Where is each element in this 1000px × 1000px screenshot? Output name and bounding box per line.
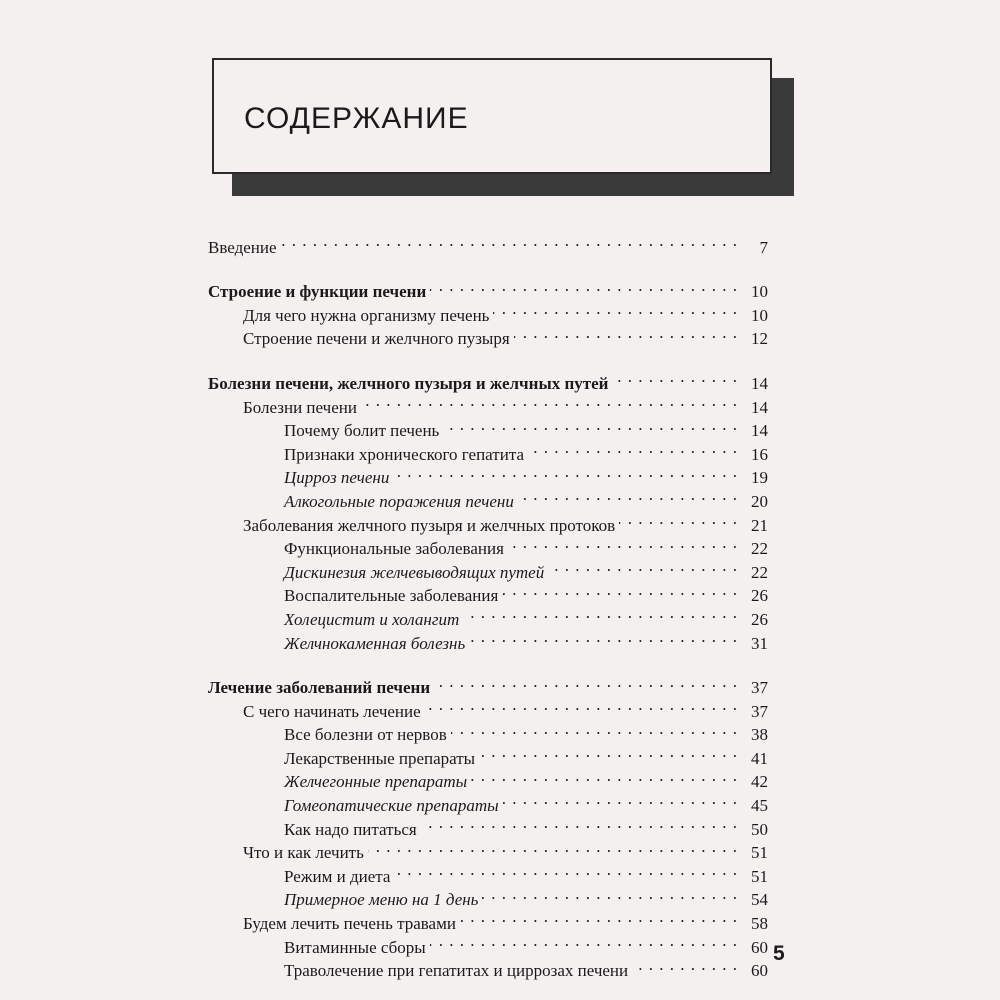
toc-entry-page: 45 xyxy=(751,796,768,816)
toc-entry-title: Воспалительные заболевания xyxy=(284,586,499,606)
toc-entry-title: Введение xyxy=(208,237,277,257)
toc-entry-title: Желчегонные препараты xyxy=(284,772,468,792)
toc-entry-title: Что и как лечить xyxy=(243,843,364,863)
dot-leader xyxy=(508,531,738,555)
toc-entry-page: 31 xyxy=(751,633,768,653)
dot-leader xyxy=(460,905,738,929)
dot-leader xyxy=(469,625,738,649)
toc-entry-page: 19 xyxy=(751,468,768,488)
toc-entry-page: 50 xyxy=(751,819,768,839)
toc-entry-page: 10 xyxy=(751,305,768,325)
toc-entry-page: 54 xyxy=(751,890,768,910)
toc-entry-title: Признаки хронического гепатита xyxy=(284,444,525,464)
dot-leader xyxy=(430,274,738,298)
toc-entry-page: 22 xyxy=(751,539,768,559)
toc-entry-title: Алкогольные поражения печени xyxy=(284,491,514,511)
toc-entry-title: Строение и функции печени xyxy=(208,282,427,302)
toc-entry-title: Холецистит и холангит xyxy=(284,609,460,629)
toc-entry-page: 51 xyxy=(751,843,768,863)
toc-entry-title: Гомеопатические препараты xyxy=(284,796,499,816)
dot-leader xyxy=(463,601,738,625)
toc-entry-title: Примерное меню на 1 день xyxy=(284,890,479,910)
toc-entry-page: 7 xyxy=(759,237,768,257)
toc-entry-page: 41 xyxy=(751,748,768,768)
toc-entry-page: 14 xyxy=(751,397,768,417)
dot-leader xyxy=(434,670,738,694)
toc-entry-title: Траволечение при гепатитах и циррозах печени xyxy=(284,961,629,981)
toc-entry-page: 37 xyxy=(751,678,768,698)
dot-leader xyxy=(393,460,738,484)
dot-leader xyxy=(361,389,738,413)
dot-leader xyxy=(493,297,738,321)
toc-entry-title: Для чего нужна организму печень xyxy=(243,305,490,325)
toc-entry-title: Дискинезия желчевыводящих путей xyxy=(284,562,545,582)
dot-leader xyxy=(548,554,738,578)
toc-entry-page: 12 xyxy=(751,329,768,349)
toc-entry[interactable] xyxy=(208,229,768,257)
dot-leader xyxy=(612,365,738,389)
toc-entry-title: Лечение заболеваний печени xyxy=(208,678,431,698)
dot-leader xyxy=(479,740,738,764)
dot-leader xyxy=(482,882,738,906)
page-number: 5 xyxy=(773,942,785,965)
toc-entry-title: Строение печени и желчного пузыря xyxy=(243,329,510,349)
toc-entry-title: Будем лечить печень травами xyxy=(243,914,456,934)
toc-entry-title: Почему болит печень xyxy=(284,421,440,441)
toc-entry-page: 51 xyxy=(751,866,768,886)
toc-entry-title: Режим и диета xyxy=(284,866,391,886)
page-title: СОДЕРЖАНИЕ xyxy=(244,102,469,135)
dot-leader xyxy=(518,483,738,507)
toc-entry-page: 42 xyxy=(751,772,768,792)
dot-leader xyxy=(430,929,738,953)
dot-leader xyxy=(503,787,738,811)
toc-entry-page: 26 xyxy=(751,586,768,606)
toc-entry-title: Функциональные заболевания xyxy=(284,539,504,559)
toc-entry-page: 58 xyxy=(751,914,768,934)
dot-leader xyxy=(368,835,738,859)
toc-entry[interactable] xyxy=(208,274,768,302)
toc-entry-title: Болезни печени, желчного пузыря и желчных путей xyxy=(208,373,609,393)
toc-entry-page: 26 xyxy=(751,609,768,629)
dot-leader xyxy=(394,858,738,882)
toc-entry-title: Заболевания желчного пузыря и желчных протоков xyxy=(243,515,616,535)
toc-entry-title: Желчнокаменная болезнь xyxy=(284,633,466,653)
toc-entry[interactable] xyxy=(208,365,768,393)
toc-entry-page: 21 xyxy=(751,515,768,535)
toc-entry-page: 14 xyxy=(751,373,768,393)
dot-leader xyxy=(632,953,738,977)
section-gap xyxy=(208,253,768,274)
toc-entry-title: Витаминные сборы xyxy=(284,937,426,957)
toc-entry-title: Цирроз печени xyxy=(284,468,390,488)
header-box xyxy=(212,58,772,174)
toc-entry-page: 16 xyxy=(751,444,768,464)
toc-entry-title: Лекарственные препараты xyxy=(284,748,476,768)
toc-entry-page: 14 xyxy=(751,421,768,441)
dot-leader xyxy=(514,321,738,345)
toc-entry-title: Болезни печени xyxy=(243,397,357,417)
toc-entry-page: 60 xyxy=(751,961,768,981)
toc-entry-page: 22 xyxy=(751,562,768,582)
dot-leader xyxy=(281,229,738,253)
toc-entry-page: 10 xyxy=(751,282,768,302)
dot-leader xyxy=(443,413,738,437)
dot-leader xyxy=(471,764,738,788)
toc-entry-title: Все болезни от нервов xyxy=(284,725,447,745)
toc-entry-page: 20 xyxy=(751,491,768,511)
toc-entry-page: 60 xyxy=(751,937,768,957)
dot-leader xyxy=(451,717,738,741)
toc-entry-title: С чего начинать лечение xyxy=(243,701,421,721)
dot-leader xyxy=(421,811,738,835)
toc-entry-page: 38 xyxy=(751,725,768,745)
dot-leader xyxy=(425,693,738,717)
toc-entry-page: 37 xyxy=(751,701,768,721)
dot-leader xyxy=(528,436,738,460)
dot-leader xyxy=(502,578,738,602)
toc-entry-title: Как надо питаться xyxy=(284,819,417,839)
table-of-contents xyxy=(208,229,768,981)
dot-leader xyxy=(619,507,738,531)
toc-entry[interactable] xyxy=(208,670,768,698)
